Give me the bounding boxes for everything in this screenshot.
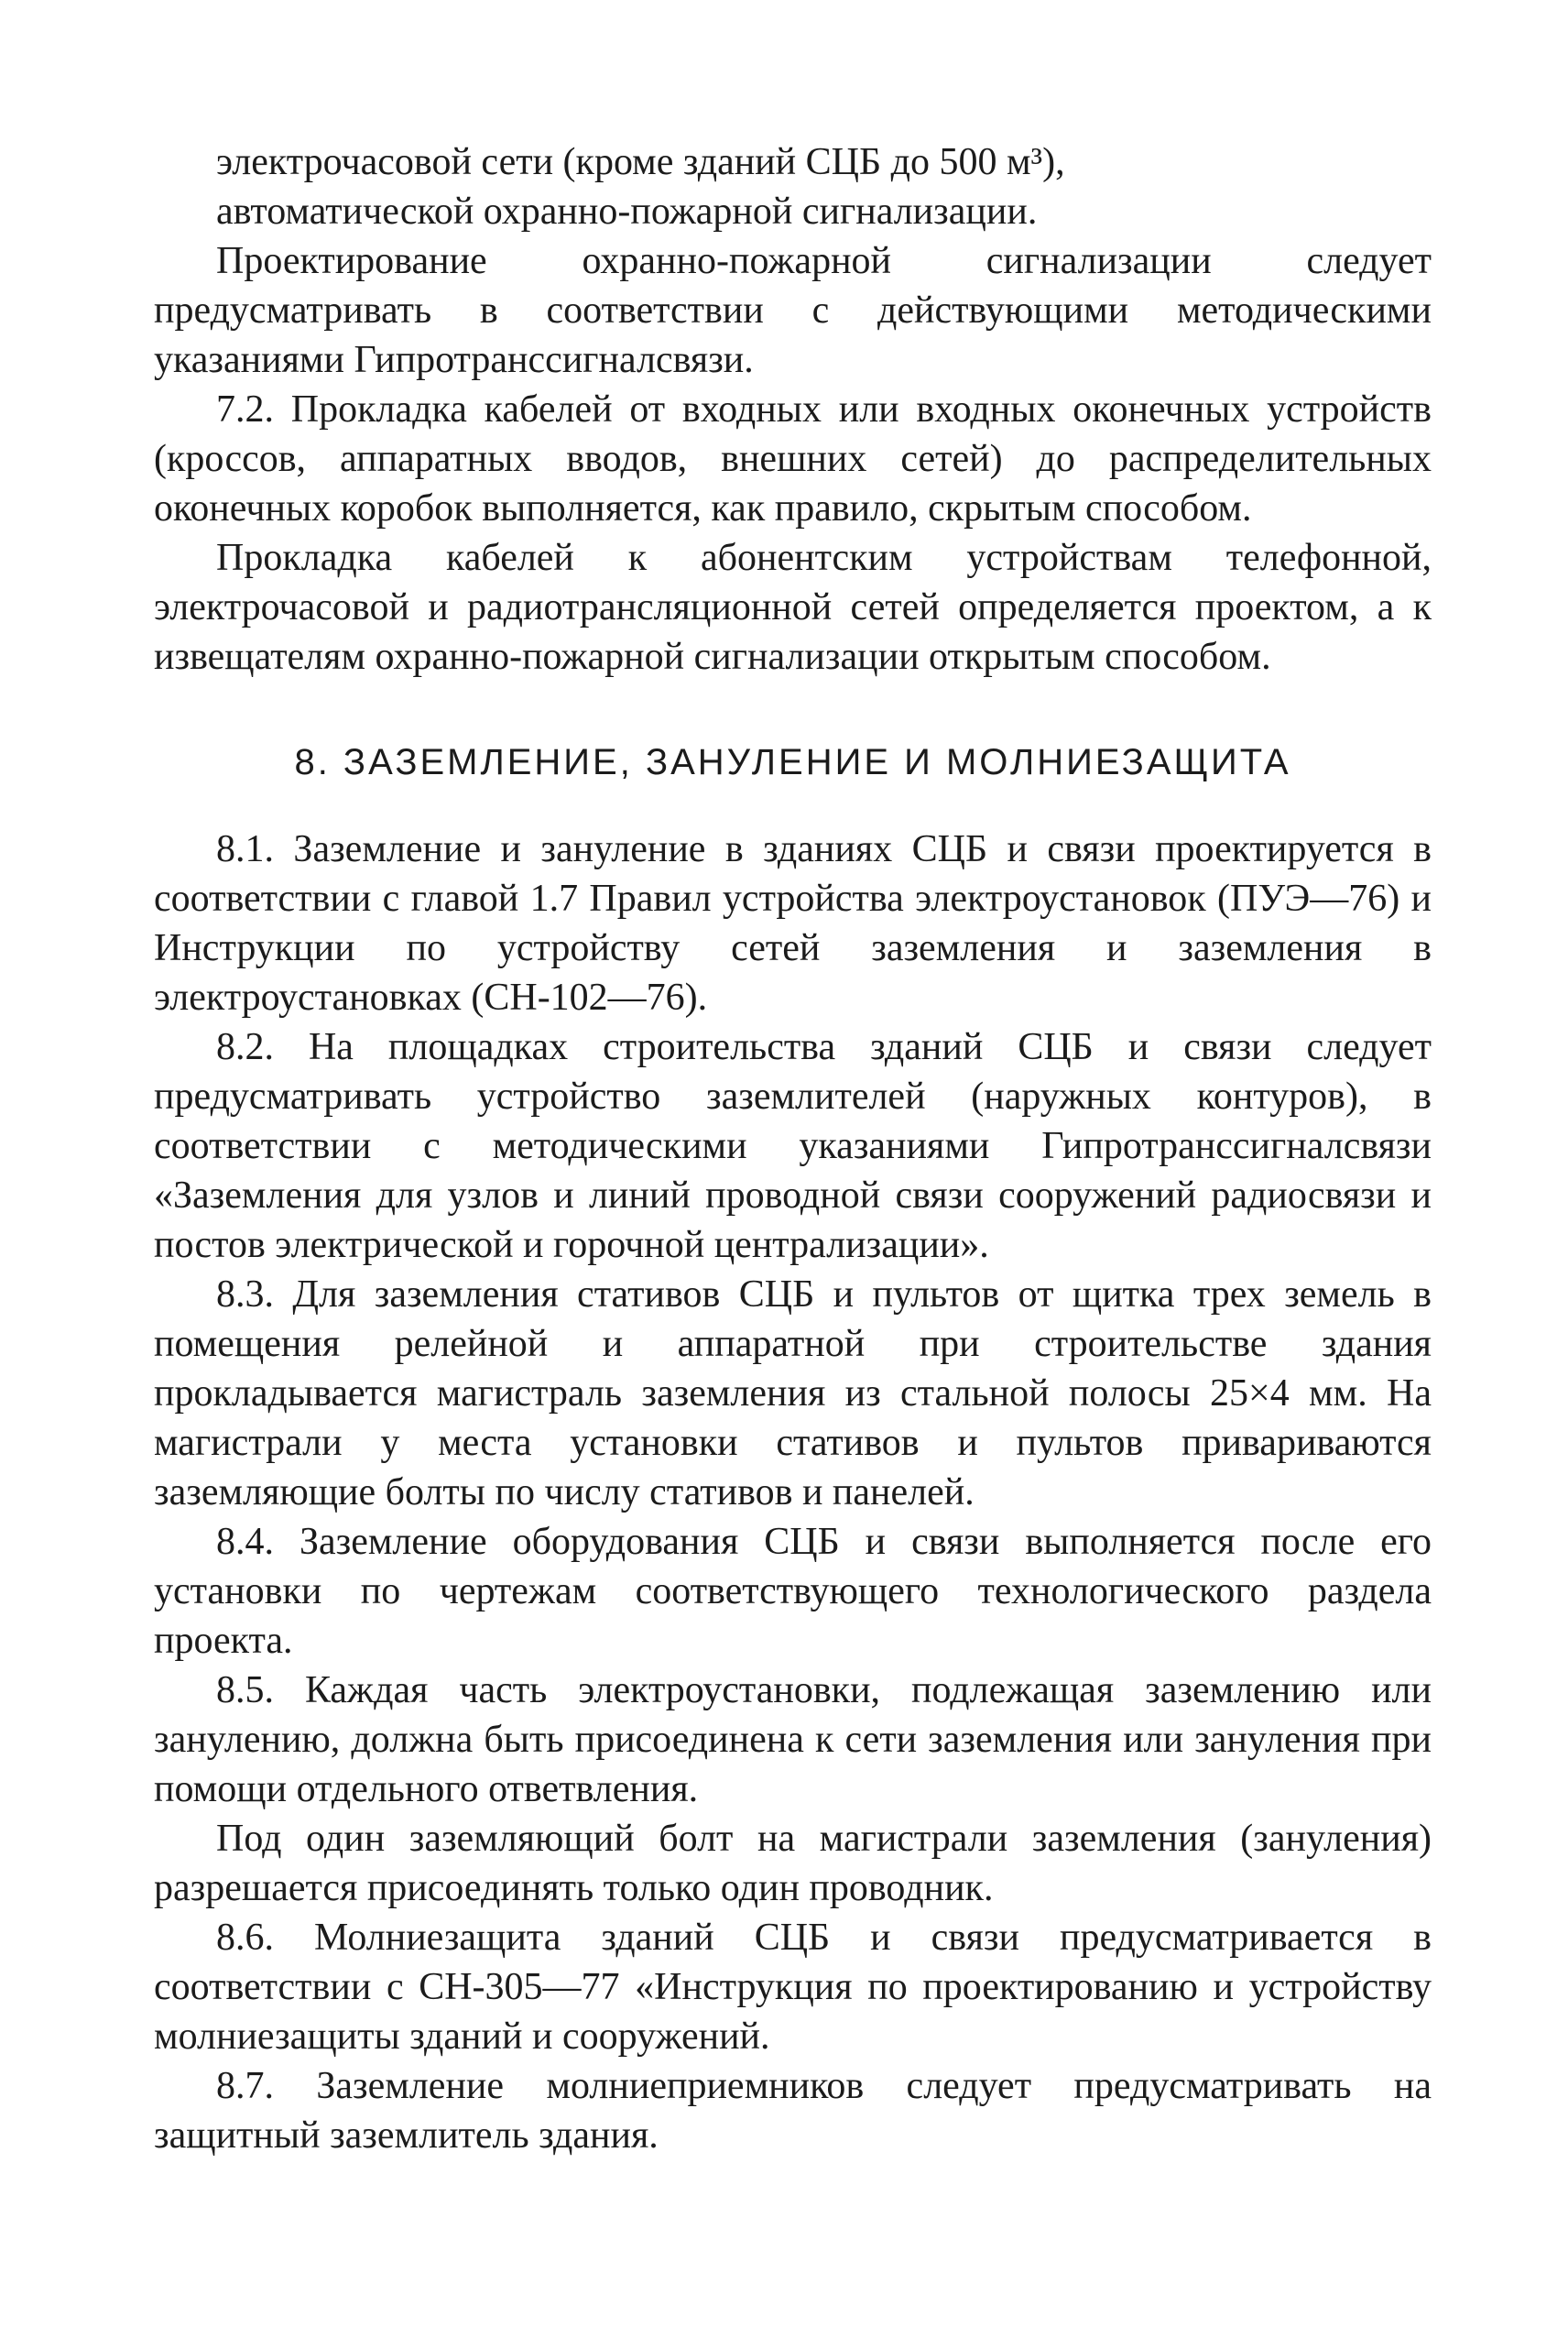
paragraph-8-1: 8.1. Заземление и зануление в зданиях СЦБ и связи проектируется в соответствии с главой 1.7 Правил устройства электроустановок (ПУЭ—76) и Инструкции по устройству сетей заземления и заземления в электроустановках (СН-102—76). bbox=[154, 828, 1432, 1019]
paragraph-design-alarm: Проектирование охранно-пожарной сигнализации следует предусматривать в соответствии с действующими методическими указаниями Гипротранссигналсвязи. bbox=[154, 240, 1432, 381]
paragraph-8-6: 8.6. Молниезащита зданий СЦБ и связи предусматривается в соответствии с СН-305—77 «Инструкция по проектированию и устройству молниезащиты зданий и сооружений. bbox=[154, 1917, 1432, 2058]
intro-line-1: электрочасовой сети (кроме зданий СЦБ до 500 м³), bbox=[216, 141, 1065, 183]
paragraph-8-7: 8.7. Заземление молниеприемников следует предусматривать на защитный заземлитель здания. bbox=[154, 2065, 1432, 2157]
paragraph-8-3: 8.3. Для заземления стативов СЦБ и пультов от щитка трех земель в помещения релейной и аппаратной при строительстве здания прокладывается магистраль заземления из стальной полосы 25×4 мм. На магистрали у места установки стативов и пультов привариваются заземляющие болты по числу стативов и панелей. bbox=[154, 1273, 1432, 1513]
paragraph-cable-laying: Прокладка кабелей к абонентским устройствам телефонной, электрочасовой и радиотрансляционной сетей определяется проектом, а к извещателям охранно-пожарной сигнализации открытым способом. bbox=[154, 537, 1432, 678]
paragraph-7-2: 7.2. Прокладка кабелей от входных или входных оконечных устройств (кроссов, аппаратных вводов, внешних сетей) до распределительных оконечных коробок выполняется, как правило, скрытым способом. bbox=[154, 388, 1432, 530]
paragraph-8-2: 8.2. На площадках строительства зданий СЦБ и связи следует предусматривать устройство заземлителей (наружных контуров), в соответствии с методическими указаниями Гипротранссигналсвязи «Заземления для узлов и линий проводной связи сооружений радиосвязи и постов электрической и горочной централизации». bbox=[154, 1026, 1432, 1266]
intro-line-2: автоматической охранно-пожарной сигнализации. bbox=[216, 191, 1038, 233]
section-8-heading: 8. ЗАЗЕМЛЕНИЕ, ЗАНУЛЕНИЕ И МОЛНИЕЗАЩИТА bbox=[294, 742, 1291, 782]
paragraph-8-5: 8.5. Каждая часть электроустановки, подлежащая заземлению или занулению, должна быть присоединена к сети заземления или зануления при помощи отдельного ответвления. bbox=[154, 1669, 1432, 1810]
paragraph-8-4: 8.4. Заземление оборудования СЦБ и связи выполняется после его установки по чертежам соответствующего технологического раздела проекта. bbox=[154, 1521, 1432, 1662]
document-page bbox=[154, 137, 1432, 2160]
paragraph-bolt: Под один заземляющий болт на магистрали заземления (зануления) разрешается присоединять только один проводник. bbox=[154, 1818, 1432, 1909]
